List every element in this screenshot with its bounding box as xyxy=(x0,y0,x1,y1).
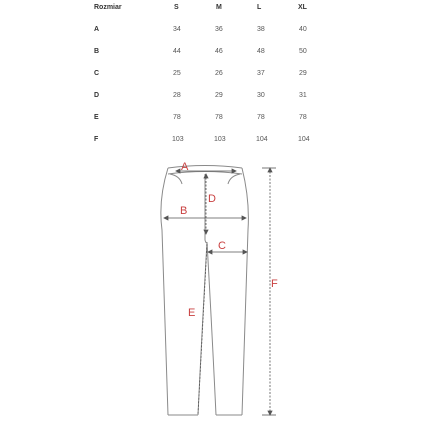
table-header-row xyxy=(0,2,423,14)
table-row xyxy=(0,46,423,58)
label-c: C xyxy=(218,240,226,252)
cell-value: 40 xyxy=(299,26,307,33)
cell-value: 29 xyxy=(299,70,307,77)
cell-value: 48 xyxy=(257,48,265,55)
cell-value: 29 xyxy=(215,92,223,99)
cell-value: 28 xyxy=(173,92,181,99)
label-b: B xyxy=(180,205,188,217)
cell-value: 34 xyxy=(173,26,181,33)
table-row xyxy=(0,90,423,102)
cell-value: 50 xyxy=(299,48,307,55)
row-label: B xyxy=(94,48,100,55)
pants-measurement-diagram xyxy=(150,160,290,420)
cell-value: 30 xyxy=(257,92,265,99)
table-row xyxy=(0,134,423,146)
cell-value: 78 xyxy=(257,114,265,121)
cell-value: 44 xyxy=(173,48,181,55)
cell-value: 31 xyxy=(299,92,307,99)
cell-value: 25 xyxy=(173,70,181,77)
header-rozmiar: Rozmiar xyxy=(94,4,122,11)
table-row xyxy=(0,68,423,80)
table-row xyxy=(0,112,423,124)
cell-value: 26 xyxy=(215,70,223,77)
header-s: S xyxy=(174,4,179,11)
header-xl: XL xyxy=(298,4,307,11)
row-label: A xyxy=(94,26,100,33)
row-label: D xyxy=(94,92,100,99)
table-row xyxy=(0,24,423,36)
dimension-letters xyxy=(180,161,278,319)
cell-value: 103 xyxy=(214,136,226,143)
cell-value: 104 xyxy=(256,136,268,143)
cell-value: 37 xyxy=(257,70,265,77)
header-l: L xyxy=(257,4,262,11)
cell-value: 104 xyxy=(298,136,310,143)
row-label: F xyxy=(94,136,99,143)
label-f: F xyxy=(271,278,278,290)
header-m: M xyxy=(216,4,222,11)
row-label: C xyxy=(94,70,100,77)
label-a: A xyxy=(181,161,189,173)
label-e: E xyxy=(188,307,196,319)
cell-value: 78 xyxy=(215,114,223,121)
cell-value: 103 xyxy=(172,136,184,143)
cell-value: 78 xyxy=(173,114,181,121)
cell-value: 38 xyxy=(257,26,265,33)
row-label: E xyxy=(94,114,99,121)
cell-value: 36 xyxy=(215,26,223,33)
cell-value: 78 xyxy=(299,114,307,121)
label-d: D xyxy=(208,193,216,205)
cell-value: 46 xyxy=(215,48,223,55)
